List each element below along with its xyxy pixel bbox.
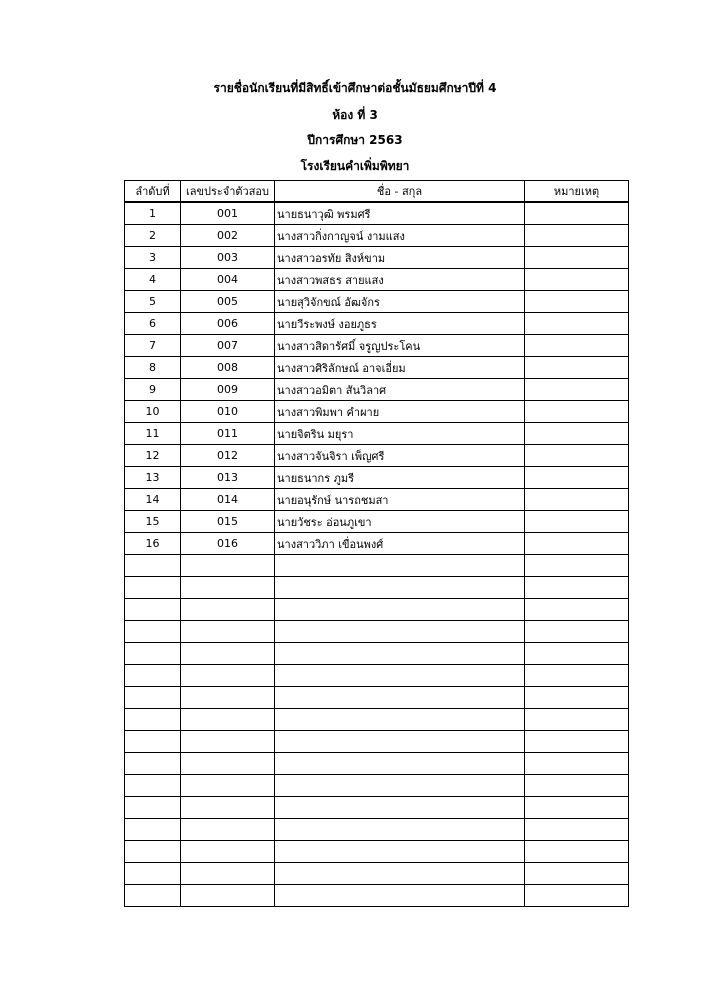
table-row xyxy=(125,291,629,313)
row-number: 12 xyxy=(125,445,181,467)
empty-table-row xyxy=(125,643,629,665)
row-note xyxy=(525,423,629,445)
empty-table-row xyxy=(125,599,629,621)
row-number: 13 xyxy=(125,467,181,489)
row-number: 3 xyxy=(125,247,181,269)
row-exam-id xyxy=(181,731,275,753)
row-exam-id xyxy=(181,643,275,665)
row-exam-id xyxy=(181,709,275,731)
row-number: 8 xyxy=(125,357,181,379)
empty-table-row xyxy=(125,665,629,687)
row-note xyxy=(525,555,629,577)
row-exam-id: 005 xyxy=(181,291,275,313)
empty-table-row xyxy=(125,775,629,797)
row-note xyxy=(525,577,629,599)
row-student-name: นายสุวิจักขณ์ อัฒจักร xyxy=(275,291,525,313)
table-body xyxy=(125,202,629,907)
table-row xyxy=(125,225,629,247)
row-note xyxy=(525,511,629,533)
empty-table-row xyxy=(125,621,629,643)
table-row xyxy=(125,202,629,225)
row-note xyxy=(525,819,629,841)
row-student-name: นางสาวจันจิรา เพ็ญศรี xyxy=(275,445,525,467)
row-exam-id: 012 xyxy=(181,445,275,467)
row-exam-id: 013 xyxy=(181,467,275,489)
row-student-name xyxy=(275,687,525,709)
row-student-name xyxy=(275,665,525,687)
empty-table-row xyxy=(125,709,629,731)
row-note xyxy=(525,357,629,379)
row-number xyxy=(125,731,181,753)
empty-table-row xyxy=(125,731,629,753)
table-row xyxy=(125,335,629,357)
row-note xyxy=(525,753,629,775)
row-student-name: นายวีระพงษ์ งอยภูธร xyxy=(275,313,525,335)
row-number: 1 xyxy=(125,202,181,225)
row-student-name xyxy=(275,643,525,665)
row-student-name: นางสาวกิ่งกาญจน์ งามแสง xyxy=(275,225,525,247)
row-number xyxy=(125,577,181,599)
row-student-name: นางสาววิภา เขื่อนพงศ์ xyxy=(275,533,525,555)
row-exam-id: 006 xyxy=(181,313,275,335)
row-number: 15 xyxy=(125,511,181,533)
row-note xyxy=(525,863,629,885)
table-row xyxy=(125,247,629,269)
row-student-name: นางสาวอรทัย สิงห์ขาม xyxy=(275,247,525,269)
row-exam-id: 007 xyxy=(181,335,275,357)
row-exam-id xyxy=(181,863,275,885)
row-number xyxy=(125,709,181,731)
row-student-name xyxy=(275,797,525,819)
row-note xyxy=(525,313,629,335)
room-label: ห้อง ที่ 3 xyxy=(332,108,378,122)
row-student-name: นางสาวพิมพา คำผาย xyxy=(275,401,525,423)
row-note xyxy=(525,445,629,467)
row-number: 2 xyxy=(125,225,181,247)
empty-table-row xyxy=(125,819,629,841)
column-header-name: ชื่อ - สกุล xyxy=(275,181,525,203)
row-note xyxy=(525,665,629,687)
row-note xyxy=(525,885,629,907)
row-note xyxy=(525,841,629,863)
row-student-name xyxy=(275,599,525,621)
row-exam-id xyxy=(181,665,275,687)
row-exam-id: 008 xyxy=(181,357,275,379)
row-number: 6 xyxy=(125,313,181,335)
row-note xyxy=(525,225,629,247)
row-number: 11 xyxy=(125,423,181,445)
column-header-exam-id: เลขประจำตัวสอบ xyxy=(181,181,275,203)
row-exam-id xyxy=(181,841,275,863)
row-number xyxy=(125,775,181,797)
row-student-name xyxy=(275,841,525,863)
row-note xyxy=(525,599,629,621)
row-exam-id: 003 xyxy=(181,247,275,269)
row-number: 5 xyxy=(125,291,181,313)
row-exam-id xyxy=(181,621,275,643)
row-student-name xyxy=(275,885,525,907)
row-number xyxy=(125,555,181,577)
empty-table-row xyxy=(125,555,629,577)
table-row xyxy=(125,423,629,445)
row-exam-id xyxy=(181,687,275,709)
table-row xyxy=(125,313,629,335)
column-header-number: ลำดับที่ xyxy=(125,181,181,203)
table-row xyxy=(125,467,629,489)
student-roster-table xyxy=(124,180,629,907)
table-row xyxy=(125,269,629,291)
row-student-name: นายธนากร ภูมรี xyxy=(275,467,525,489)
row-note xyxy=(525,269,629,291)
row-student-name xyxy=(275,753,525,775)
row-student-name: นายอนุรักษ์ นารถชมสา xyxy=(275,489,525,511)
table-row xyxy=(125,511,629,533)
row-number: 4 xyxy=(125,269,181,291)
document-title: รายชื่อนักเรียนที่มีสิทธิ์เข้าศึกษาต่อชั้นมัธยมศึกษาปีที่ 4 xyxy=(213,81,497,95)
row-student-name: นายวัชระ อ่อนภูเขา xyxy=(275,511,525,533)
row-number: 14 xyxy=(125,489,181,511)
row-student-name xyxy=(275,709,525,731)
empty-table-row xyxy=(125,841,629,863)
column-header-note: หมายเหตุ xyxy=(525,181,629,203)
academic-year: ปีการศึกษา 2563 xyxy=(307,133,403,147)
row-exam-id: 001 xyxy=(181,202,275,225)
row-note xyxy=(525,643,629,665)
row-number: 9 xyxy=(125,379,181,401)
table-row xyxy=(125,445,629,467)
row-note xyxy=(525,379,629,401)
row-number xyxy=(125,797,181,819)
row-note xyxy=(525,687,629,709)
row-note xyxy=(525,797,629,819)
empty-table-row xyxy=(125,753,629,775)
row-student-name xyxy=(275,731,525,753)
row-note xyxy=(525,731,629,753)
row-number xyxy=(125,665,181,687)
row-number xyxy=(125,687,181,709)
row-number xyxy=(125,885,181,907)
row-student-name: นางสาวสิดารัศมิ์ จรูญประโคน xyxy=(275,335,525,357)
row-number xyxy=(125,863,181,885)
row-exam-id: 004 xyxy=(181,269,275,291)
row-note xyxy=(525,202,629,225)
row-student-name: นางสาวพสธร สายแสง xyxy=(275,269,525,291)
row-note xyxy=(525,291,629,313)
row-number xyxy=(125,753,181,775)
row-note xyxy=(525,533,629,555)
empty-table-row xyxy=(125,577,629,599)
row-note xyxy=(525,335,629,357)
row-note xyxy=(525,621,629,643)
row-number xyxy=(125,621,181,643)
row-exam-id xyxy=(181,577,275,599)
empty-table-row xyxy=(125,797,629,819)
row-student-name xyxy=(275,863,525,885)
table-row xyxy=(125,489,629,511)
row-student-name xyxy=(275,621,525,643)
row-student-name: นางสาวศิริลักษณ์ อาจเอี่ยม xyxy=(275,357,525,379)
school-name: โรงเรียนคำเพิ่มพิทยา xyxy=(300,159,410,173)
row-exam-id: 015 xyxy=(181,511,275,533)
row-student-name: นายจิตริน มยุรา xyxy=(275,423,525,445)
row-number xyxy=(125,599,181,621)
row-student-name xyxy=(275,775,525,797)
table-row xyxy=(125,401,629,423)
row-exam-id xyxy=(181,775,275,797)
row-exam-id: 009 xyxy=(181,379,275,401)
empty-table-row xyxy=(125,687,629,709)
row-exam-id: 014 xyxy=(181,489,275,511)
row-note xyxy=(525,247,629,269)
table-row xyxy=(125,533,629,555)
row-note xyxy=(525,775,629,797)
row-exam-id: 002 xyxy=(181,225,275,247)
row-number xyxy=(125,819,181,841)
empty-table-row xyxy=(125,863,629,885)
row-number: 16 xyxy=(125,533,181,555)
row-student-name xyxy=(275,577,525,599)
row-note xyxy=(525,467,629,489)
row-exam-id: 010 xyxy=(181,401,275,423)
row-student-name xyxy=(275,555,525,577)
row-exam-id xyxy=(181,885,275,907)
row-student-name xyxy=(275,819,525,841)
row-number: 10 xyxy=(125,401,181,423)
row-number xyxy=(125,841,181,863)
table-row xyxy=(125,357,629,379)
row-number: 7 xyxy=(125,335,181,357)
empty-table-row xyxy=(125,885,629,907)
row-student-name: นางสาวอมิตา สันวิลาศ xyxy=(275,379,525,401)
row-note xyxy=(525,709,629,731)
row-number xyxy=(125,643,181,665)
row-exam-id xyxy=(181,797,275,819)
row-note xyxy=(525,489,629,511)
row-exam-id xyxy=(181,555,275,577)
row-exam-id: 016 xyxy=(181,533,275,555)
table-header-row xyxy=(125,181,629,203)
row-exam-id xyxy=(181,599,275,621)
row-student-name: นายธนาวุฒิ พรมศรี xyxy=(275,202,525,225)
row-exam-id xyxy=(181,819,275,841)
table-row xyxy=(125,379,629,401)
row-exam-id xyxy=(181,753,275,775)
row-exam-id: 011 xyxy=(181,423,275,445)
row-note xyxy=(525,401,629,423)
